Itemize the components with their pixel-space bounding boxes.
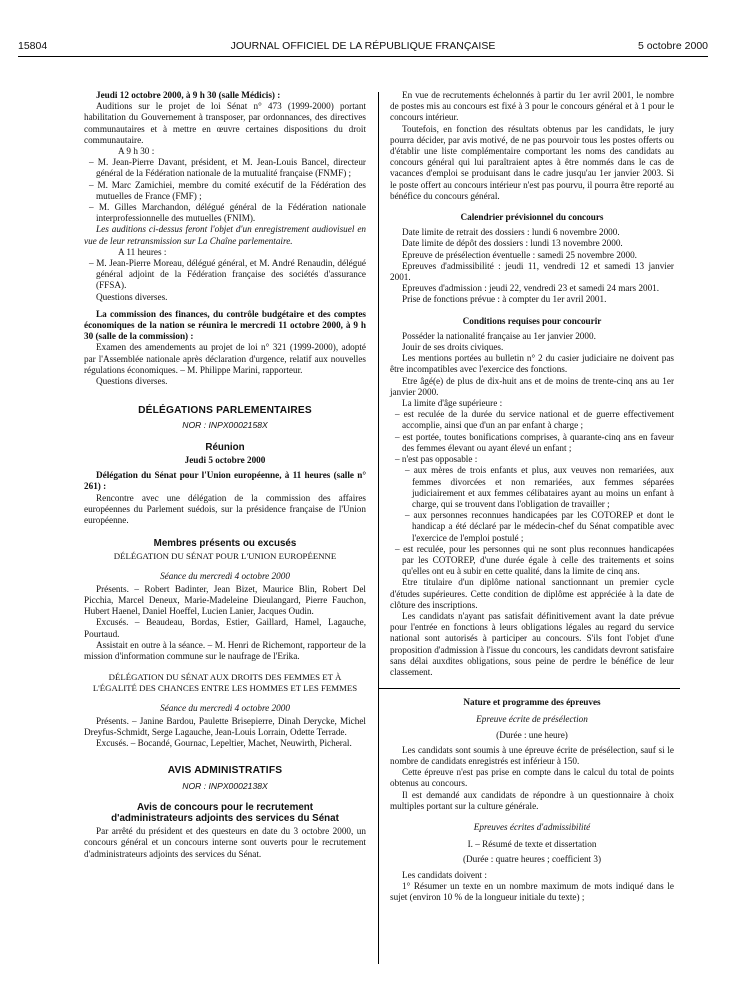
page-number: 15804: [18, 40, 48, 52]
calendar-item: Epreuve de présélection éventuelle : samedi 25 novembre 2000.: [402, 249, 637, 260]
paragraph: Il est demandé aux candidats de répondre à un questionnaire à choix multiples portant sur la culture générale.: [390, 789, 674, 811]
list-item: – est portée, toutes bonifications comprises, à quarante-cinq ans en faveur des femmes élevant ou ayant élevé un enfant ;: [395, 431, 674, 453]
paragraph: Questions diverses.: [96, 291, 168, 302]
session-heading: Jeudi 12 octobre 2000, à 9 h 30 (salle Médicis) :: [96, 90, 281, 100]
attendance-present: Présents. – Janine Bardou, Paulette Brisepierre, Dinah Derycke, Michel Dreyfus-Schmidt, Serge Lagauche, Jean-Louis Lorrain, Odette Terrade.: [84, 715, 366, 737]
paragraph: Questions diverses.: [96, 376, 168, 387]
condition: La limite d'âge supérieure :: [402, 398, 503, 409]
exam-title: Epreuve écrite de présélection: [476, 714, 588, 725]
commission-notice: La commission des finances, du contrôle budgétaire et des comptes économiques de la nation se réunira le mercredi 11 octobre 2000, à 9 h 30 (salle de la commission) :: [84, 308, 366, 342]
attendance-excused: Excusés. – Beaudeau, Bordas, Estier, Gaillard, Hamel, Lagauche, Pourtaud.: [84, 617, 366, 639]
delegation-name: DÉLÉGATION DU SÉNAT AUX DROITS DES FEMMES ET À L'ÉGALITÉ DES CHANCES ENTRE LES HOMMES ET LES FEMMES: [92, 672, 358, 694]
section-title: Calendrier prévisionnel du concours: [460, 212, 604, 223]
paragraph: Par arrêté du président et des questeurs en date du 3 octobre 2000, un concours général et un concours interne sont ouverts pour le recrutement d'administrateurs adjoints des services du Sénat.: [84, 826, 366, 859]
section-title: Nature et programme des épreuves: [463, 697, 601, 708]
paragraph: Rencontre avec une délégation de la commission des affaires européennes du Parlement suédois, sur la présidence française de l'Union européenne.: [84, 492, 366, 525]
paragraph: Examen des amendements au projet de loi n° 321 (1999-2000), adopté par l'Assemblée nationale après déclaration d'urgence, relatif aux nouvelles régulations économiques. – M. Philippe Marini, rapporteur.: [84, 342, 366, 375]
right-column: [390, 90, 674, 903]
column-divider: [378, 92, 379, 964]
issue-date: 5 octobre 2000: [637, 40, 708, 52]
duration: (Durée : quatre heures ; coefficient 3): [462, 854, 602, 865]
list-item: – aux personnes reconnues handicapées par les COTOREP et dont le handicap a été déclaré par le médecin-chef du Sénat compatible avec l'exercice de l'emploi postulé ;: [405, 510, 674, 543]
list-item: – n'est pas opposable :: [395, 454, 478, 465]
journal-title: JOURNAL OFFICIEL DE LA RÉPUBLIQUE FRANÇAISE: [230, 40, 496, 52]
paragraph: Les candidats sont soumis à une épreuve écrite de présélection, sauf si le nombre de candidats enregistrés est inférieur à 150.: [390, 744, 674, 766]
subsection-heading: Réunion: [205, 441, 245, 453]
time-heading: A 9 h 30 :: [118, 146, 155, 157]
paragraph: Auditions sur le projet de loi Sénat n° 473 (1999-2000) portant habilitation du Gouvernement à transposer, par ordonnances, des directives communautaires et à mettre en œuvre certaines dispositions du droit communautaire.: [84, 101, 366, 145]
section-heading: AVIS ADMINISTRATIFS: [167, 765, 283, 777]
condition: Etre âgé(e) de plus de dix-huit ans et de moins de trente-cinq ans au 1er janvier 2000.: [390, 375, 674, 397]
time-heading: A 11 heures :: [118, 246, 167, 257]
condition: Les candidats n'ayant pas satisfait définitivement avant la date prévue pour l'entrée en fonctions à leurs obligations légales au regard du service national sont autorisés à participer au concours. S'ils font l'objet d'une proposition d'admission à l'issue du concours, les candidats devront satisfaire sans délai auxdites obligations, sous peine de perdre le bénéfice de leur classement.: [390, 610, 674, 677]
left-column: [84, 90, 366, 860]
calendar-item: Epreuves d'admission : jeudi 22, vendredi 23 et samedi 24 mars 2001.: [402, 283, 660, 294]
notice-title: Avis de concours pour le recrutement d'administrateurs adjoints des services du Sénat: [111, 801, 339, 824]
exam-part-title: I. – Résumé de texte et dissertation: [467, 839, 597, 850]
seance-heading: Séance du mercredi 4 octobre 2000: [160, 570, 290, 581]
calendar-item: Date limite de dépôt des dossiers : lundi 13 novembre 2000.: [402, 238, 623, 249]
condition: Posséder la nationalité française au 1er janvier 2000.: [402, 330, 596, 341]
divider: [378, 688, 680, 689]
delegation-notice: Délégation du Sénat pour l'Union européenne, à 11 heures (salle n° 261) :: [84, 470, 366, 492]
calendar-item: Prise de fonctions prévue : à compter du 1er avril 2001.: [402, 294, 607, 305]
italic-note: Les auditions ci-dessus feront l'objet d'un enregistrement audiovisuel en vue de leur retransmission sur La Chaîne parlementaire.: [84, 224, 366, 246]
section-heading: DÉLÉGATIONS PARLEMENTAIRES: [138, 405, 312, 417]
paragraph: 1° Résumer un texte en un nombre maximum de mots indiqué dans le sujet (environ 10 % de la longueur initiale du texte) ;: [390, 880, 674, 902]
header-rule: [18, 56, 708, 57]
section-title: Conditions requises pour concourir: [462, 315, 602, 326]
exam-title: Epreuves écrites d'admissibilité: [473, 821, 591, 832]
list-item: – M. Jean-Pierre Davant, président, et M. Jean-Louis Bancel, directeur général de la Fédération nationale de la mutualité française (FNMF) ;: [89, 157, 366, 179]
attendance-present: Présents. – Robert Badinter, Jean Bizet, Maurice Blin, Robert Del Picchia, Marcel Deneux, Marie-Madeleine Dieulangard, Pierre Fauchon, Hubert Haenel, Daniel Hoeffel, Lucien Lanier, Jacques Oudin.: [84, 583, 366, 617]
attendance-other: Assistait en outre à la séance. – M. Henri de Richemont, rapporteur de la mission d'information commune sur le naufrage de l'Erika.: [84, 639, 366, 661]
list-item: – M. Marc Zamichiei, membre du comité exécutif de la Fédération des mutuelles de France (FMF) ;: [89, 179, 366, 201]
paragraph: Toutefois, en fonction des résultats obtenus par les candidats, le jury pourra décider, par avis motivé, de ne pas pourvoir tous les postes offerts ou d'établir une liste complémentaire comportant les noms des candidats au concours général qui lui paraîtraient aptes à être nommés dans le cas de vacances d'emploi se produisant dans le cadre jusqu'au 1er janvier 2003. Si le poste offert au concours intérieur n'est pas pourvu, il pourra être reporté au bénéfice du concours général.: [390, 123, 674, 201]
condition: Jouir de ses droits civiques.: [402, 342, 504, 353]
date-heading: Jeudi 5 octobre 2000: [184, 454, 266, 465]
list-item: – aux mères de trois enfants et plus, aux veuves non remariées, aux femmes divorcées et non remariées, aux femmes séparées judiciairement et aux femmes célibataires ayant au moins un enfant à charge, qui se trouvent dans l'obligation de travailler ;: [405, 465, 674, 509]
subsection-heading: Membres présents ou excusés: [153, 538, 297, 550]
nor-reference: NOR : INPX0002138X: [182, 780, 268, 791]
calendar-item: Date limite de retrait des dossiers : lundi 6 novembre 2000.: [402, 227, 620, 238]
list-item: – est reculée, pour les personnes qui ne sont plus reconnues handicapées par les COTOREP, d'une durée égale à celle des traitements et soins qu'elles ont eu à subir en cette qualité, dans la limite de cinq ans.: [395, 543, 674, 577]
nor-reference: NOR : INPX0002158X: [182, 420, 268, 431]
condition: Etre titulaire d'un diplôme national sanctionnant un premier cycle d'études supérieures. Cette condition de diplôme est appréciée à la date de clôture des inscriptions.: [390, 577, 674, 610]
duration: (Durée : une heure): [496, 729, 568, 740]
paragraph: Cette épreuve n'est pas prise en compte dans le calcul du total de points obtenus au concours.: [390, 767, 674, 789]
attendance-excused: Excusés. – Bocandé, Gournac, Lepeltier, Machet, Neuwirth, Picheral.: [96, 738, 352, 749]
list-item: – M. Gilles Marchandon, délégué général de la Fédération nationale interprofessionnelle des mutuelles (FNIM).: [89, 202, 366, 224]
condition: Les mentions portées au bulletin n° 2 du casier judiciaire ne doivent pas être incompatibles avec l'exercice des fonctions.: [390, 353, 674, 375]
paragraph: Les candidats doivent :: [402, 869, 487, 880]
paragraph: En vue de recrutements échelonnés à partir du 1er avril 2001, le nombre de postes mis au concours est fixé à 3 pour le concours général et à 1 pour le concours intérieur.: [390, 90, 674, 123]
calendar-item: Epreuves d'admissibilité : jeudi 11, vendredi 12 et samedi 13 janvier 2001.: [390, 260, 674, 283]
delegation-name: DÉLÉGATION DU SÉNAT POUR L'UNION EUROPÉENNE: [113, 551, 337, 562]
list-item: – M. Jean-Pierre Moreau, délégué général, et M. André Renaudin, délégué général adjoint de la Fédération française des sociétés d'assurance (FFSA).: [89, 258, 366, 291]
page-header: [18, 40, 708, 56]
list-item: – est reculée de la durée du service national et de guerre effectivement accomplie, ainsi que d'un an par enfant à charge ;: [395, 409, 674, 431]
seance-heading: Séance du mercredi 4 octobre 2000: [160, 702, 290, 713]
